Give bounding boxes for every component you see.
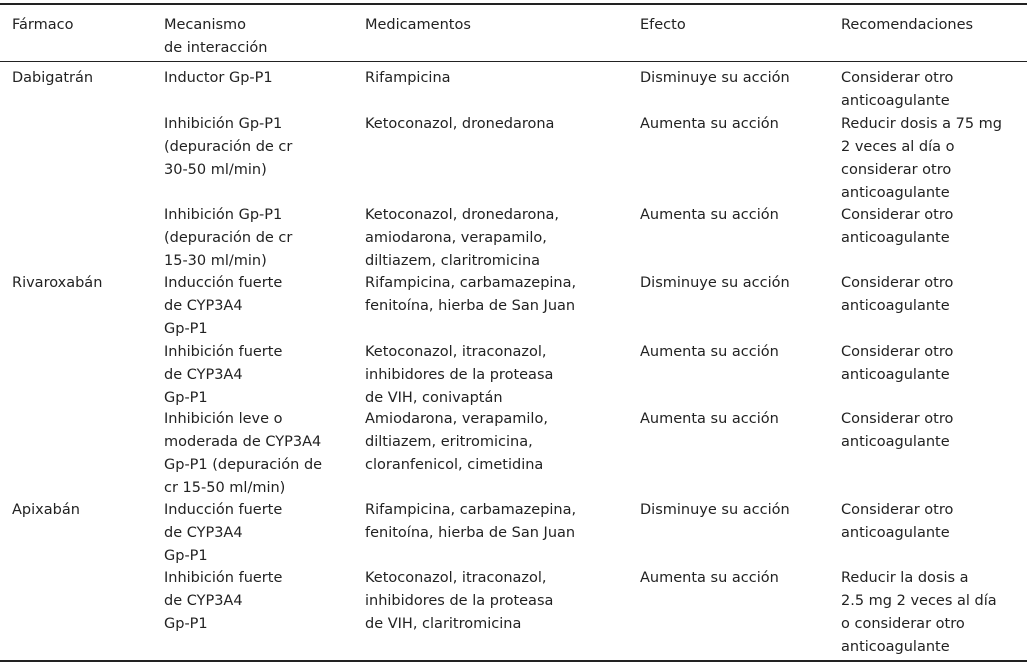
cell-recomendaciones: Reducir dosis a 75 mg 2 veces al día o considerar otro anticoagulante <box>841 116 1003 201</box>
cell-mecanismo: Inhibición leve o moderada de CYP3A4 Gp-P1 (depuración de cr 15-50 ml/min) <box>164 411 323 496</box>
header-mecanismo: Mecanismo de interacción <box>164 17 268 56</box>
cell-medicamentos: Amiodarona, verapamilo, diltiazem, eritromicina, cloranfenicol, cimetidina <box>365 411 548 473</box>
cell-mecanismo: Inductor Gp-P1 <box>164 70 273 86</box>
cell-medicamentos: Rifampicina, carbamazepina, fenitoína, hierba de San Juan <box>365 502 577 541</box>
cell-mecanismo: Inhibición fuerte de CYP3A4 Gp-P1 <box>164 570 283 632</box>
cell-medicamentos: Ketoconazol, dronedarona <box>365 116 555 132</box>
cell-recomendaciones: Considerar otro anticoagulante <box>841 275 954 314</box>
cell-efecto: Disminuye su acción <box>640 275 790 291</box>
cell-farmaco: Apixabán <box>12 502 80 518</box>
cell-efecto: Aumenta su acción <box>640 570 779 586</box>
top-rule <box>0 3 1027 5</box>
header-rule <box>0 61 1027 62</box>
header-medicamentos: Medicamentos <box>365 17 471 33</box>
cell-efecto: Disminuye su acción <box>640 70 790 86</box>
cell-recomendaciones: Reducir la dosis a 2.5 mg 2 veces al día o considerar otro anticoagulante <box>841 570 997 655</box>
header-recomendaciones: Recomendaciones <box>841 17 974 33</box>
cell-mecanismo: Inducción fuerte de CYP3A4 Gp-P1 <box>164 275 283 337</box>
header-efecto: Efecto <box>640 17 686 33</box>
cell-medicamentos: Ketoconazol, dronedarona, amiodarona, verapamilo, diltiazem, claritromicina <box>365 207 560 269</box>
cell-efecto: Disminuye su acción <box>640 502 790 518</box>
cell-efecto: Aumenta su acción <box>640 411 779 427</box>
cell-farmaco: Dabigatrán <box>12 70 94 86</box>
cell-recomendaciones: Considerar otro anticoagulante <box>841 411 954 450</box>
cell-mecanismo: Inhibición Gp-P1 (depuración de cr 30-50 ml/min) <box>164 116 293 178</box>
cell-recomendaciones: Considerar otro anticoagulante <box>841 502 954 541</box>
cell-recomendaciones: Considerar otro anticoagulante <box>841 207 954 246</box>
bottom-rule <box>0 660 1027 662</box>
cell-recomendaciones: Considerar otro anticoagulante <box>841 70 954 109</box>
cell-medicamentos: Ketoconazol, itraconazol, inhibidores de la proteasa de VIH, claritromicina <box>365 570 554 632</box>
header-farmaco: Fármaco <box>12 17 74 33</box>
cell-medicamentos: Rifampicina <box>365 70 451 86</box>
cell-medicamentos: Rifampicina, carbamazepina, fenitoína, hierba de San Juan <box>365 275 577 314</box>
cell-mecanismo: Inducción fuerte de CYP3A4 Gp-P1 <box>164 502 283 564</box>
cell-mecanismo: Inhibición Gp-P1 (depuración de cr 15-30 ml/min) <box>164 207 293 269</box>
cell-farmaco: Rivaroxabán <box>12 275 103 291</box>
cell-recomendaciones: Considerar otro anticoagulante <box>841 344 954 383</box>
cell-efecto: Aumenta su acción <box>640 116 779 132</box>
cell-efecto: Aumenta su acción <box>640 207 779 223</box>
cell-medicamentos: Ketoconazol, itraconazol, inhibidores de la proteasa de VIH, conivaptán <box>365 344 554 406</box>
cell-efecto: Aumenta su acción <box>640 344 779 360</box>
cell-mecanismo: Inhibición fuerte de CYP3A4 Gp-P1 <box>164 344 283 406</box>
